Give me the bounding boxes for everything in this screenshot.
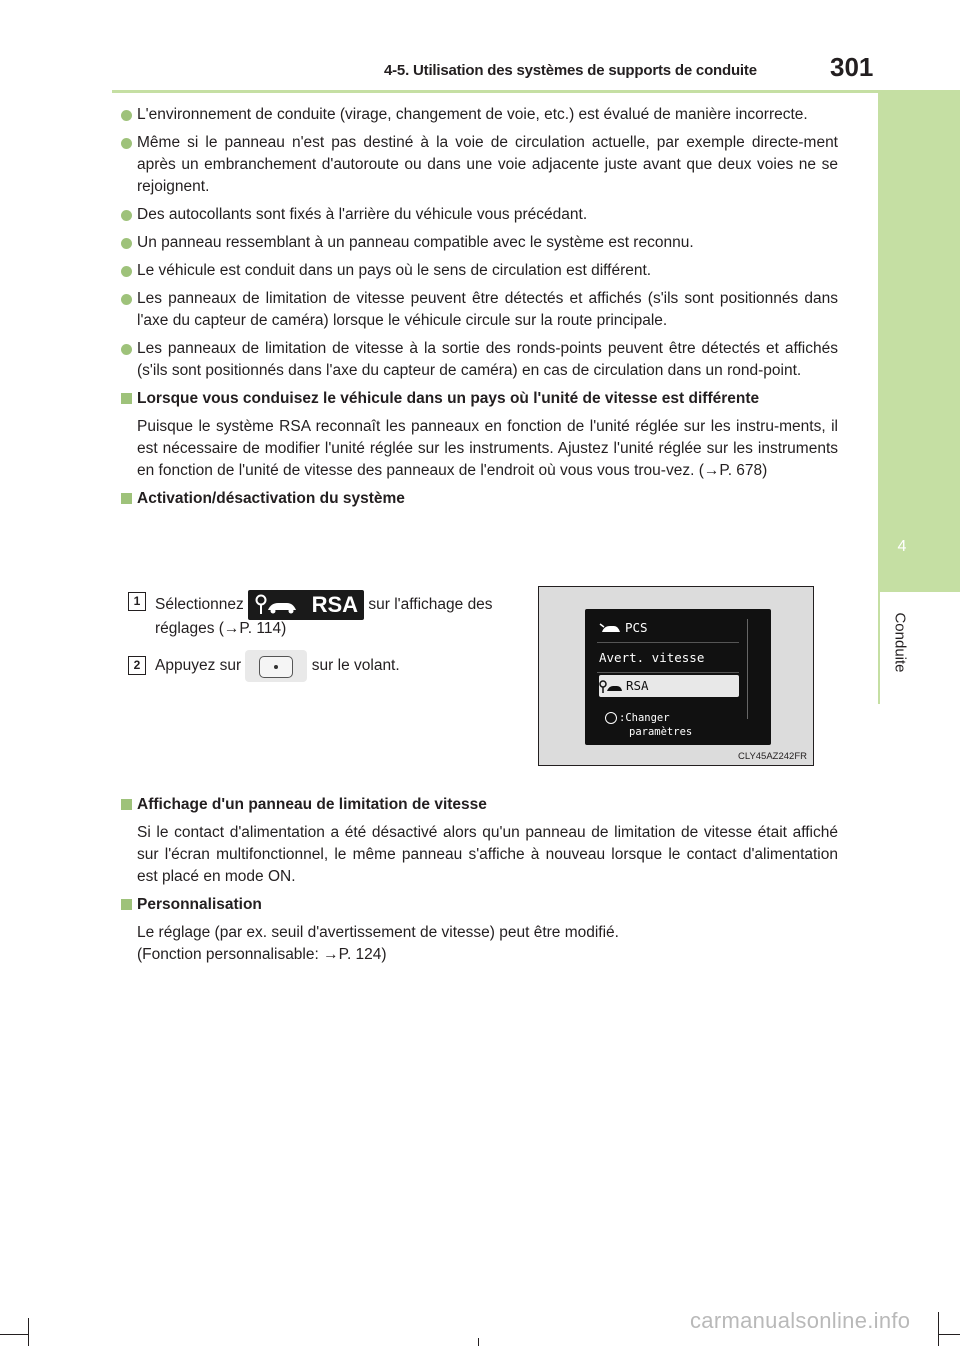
step-1: [155, 590, 493, 620]
pcs-car-icon: [599, 622, 621, 636]
menu-item-speed-warning: [599, 645, 739, 671]
section-heading-text: Affichage d'un panneau de limitation de vitesse: [137, 796, 487, 813]
rsa-sign-icon: [254, 594, 302, 616]
section-square-icon: [121, 493, 132, 504]
chapter-tab-line: [878, 592, 880, 704]
crop-mark: [0, 1334, 28, 1335]
section-heading-custom: [118, 894, 838, 916]
bullet-dot-icon: [121, 238, 132, 249]
chapter-tab: [878, 92, 960, 592]
bullet-text: Le véhicule est conduit dans un pays où le sens de circulation est différent.: [137, 262, 652, 279]
display-figure: [538, 586, 814, 766]
section-heading-display: [118, 794, 838, 816]
section-heading-text: Lorsque vous conduisez le véhicule dans un pays où l'unité de vitesse est différente: [137, 390, 760, 407]
chapter-number: 4: [897, 538, 907, 555]
section-heading-activation: [118, 488, 838, 510]
section-heading-text: Personnalisation: [137, 896, 262, 913]
bullet-dot-icon: [121, 294, 132, 305]
section-square-icon: [121, 799, 132, 810]
bullet-item: [118, 260, 838, 282]
bullet-text: Les panneaux de limitation de vitesse peuvent être détectés et affichés (s'ils sont positionnés dans l'axe du capteur de caméra) lorsque le véhicule circule sur la route principale.: [137, 290, 838, 329]
steering-switch-icon: [245, 650, 307, 682]
running-header-title: 4-5. Utilisation des systèmes de supports de conduite: [384, 62, 757, 79]
step-2-text-before: Appuyez sur: [155, 657, 242, 675]
section-body-custom-1: Le réglage (par ex. seuil d'avertissement de vitesse) peut être modifié.: [137, 924, 619, 941]
crop-mark: [938, 1312, 939, 1346]
step-1-text-after: sur l'affichage des: [368, 596, 493, 614]
chapter-label-wrap: [888, 606, 908, 686]
bullet-text: Les panneaux de limitation de vitesse à la sortie des ronds-points peuvent être détectés et affichés (s'ils sont positionnés dans l'axe du capteur de caméra) en cas de circulation dans un rond-point.: [137, 340, 838, 379]
section-body-units: Puisque le système RSA reconnaît les panneaux en fonction de l'unité réglée sur les instru-ments, il est nécessaire de modifier l'unité réglée sur les instruments. Ajustez l'unité réglée sur les instruments en fonction de l'unité de vitesse des panneaux de l'endroit où vous vous trou-vez. (→P. 678): [137, 418, 838, 479]
section-heading-text: Activation/désactivation du système: [137, 490, 405, 507]
bullet-dot-icon: [121, 110, 132, 121]
bullet-item: [118, 232, 838, 254]
bullet-text: Même si le panneau n'est pas destiné à la voie de circulation actuelle, par exemple directe-ment après un embranchement d'autoroute ou dans une voie adjacente juste avant que deux voies ne se rejoignent.: [137, 134, 838, 195]
menu-label: RSA: [626, 678, 649, 693]
header-rule: [112, 90, 960, 93]
rsa-icon: [599, 680, 623, 694]
crop-mark: [938, 1334, 960, 1335]
section-square-icon: [121, 899, 132, 910]
step-2-text-after: sur le volant.: [311, 657, 400, 675]
bullet-dot-icon: [121, 138, 132, 149]
step-1-text-before: Sélectionnez: [155, 596, 244, 614]
menu-item-rsa-selected: [599, 675, 739, 697]
menu-divider: [597, 672, 739, 673]
crop-mark: [478, 1338, 479, 1346]
bullet-dot-icon: [121, 210, 132, 221]
step-number-1: 1: [128, 592, 146, 611]
step-2: [155, 650, 400, 682]
bullet-item: [118, 104, 838, 126]
note-line-1: :Changer: [619, 712, 670, 724]
menu-label: Avert. vitesse: [599, 650, 705, 665]
bullet-item: [118, 338, 838, 382]
crop-mark: [28, 1318, 29, 1346]
menu-divider: [597, 642, 739, 643]
bullet-text: L'environnement de conduite (virage, changement de voie, etc.) est évalué de manière incorrecte.: [137, 106, 808, 123]
switch-dot-icon: [274, 665, 278, 669]
multi-info-display: [585, 609, 771, 745]
rsa-menu-chip: [248, 590, 364, 620]
step-number-2: 2: [128, 656, 146, 675]
menu-label: PCS: [625, 620, 648, 635]
menu-scrollbar: [747, 619, 758, 719]
bullet-dot-icon: [121, 266, 132, 277]
section-body-custom-2: (Fonction personnalisable: →P. 124): [137, 946, 387, 963]
bullet-item: [118, 132, 838, 198]
rsa-chip-label: RSA: [311, 592, 359, 617]
section-body-display: Si le contact d'alimentation a été désactivé alors qu'un panneau de limitation de vitesse était affiché sur l'écran multifonctionnel, le même panneau s'affiche à nouveau lorsque le contact d'alimentation est placé en mode ON.: [137, 824, 838, 885]
chapter-label: Conduite: [891, 612, 909, 673]
step-1-line2: réglages (→P. 114): [155, 620, 287, 637]
bullet-dot-icon: [121, 344, 132, 355]
figure-code: CLY45AZ242FR: [738, 751, 807, 762]
menu-item-pcs: [599, 615, 739, 641]
main-content: [118, 104, 838, 516]
section-square-icon: [121, 393, 132, 404]
bullet-item: [118, 204, 838, 226]
switch-face: [259, 656, 293, 678]
note-line-2: paramètres: [629, 726, 693, 738]
select-button-icon: [605, 712, 617, 724]
section-heading-units: [118, 388, 838, 410]
page-number: 301: [830, 52, 874, 82]
change-settings-note: [621, 711, 692, 739]
lower-content: [118, 790, 838, 972]
bullet-item: [118, 288, 838, 332]
watermark: carmanualsonline.info: [690, 1308, 911, 1333]
bullet-text: Un panneau ressemblant à un panneau compatible avec le système est reconnu.: [137, 234, 694, 251]
bullet-text: Des autocollants sont fixés à l'arrière du véhicule vous précédant.: [137, 206, 588, 223]
